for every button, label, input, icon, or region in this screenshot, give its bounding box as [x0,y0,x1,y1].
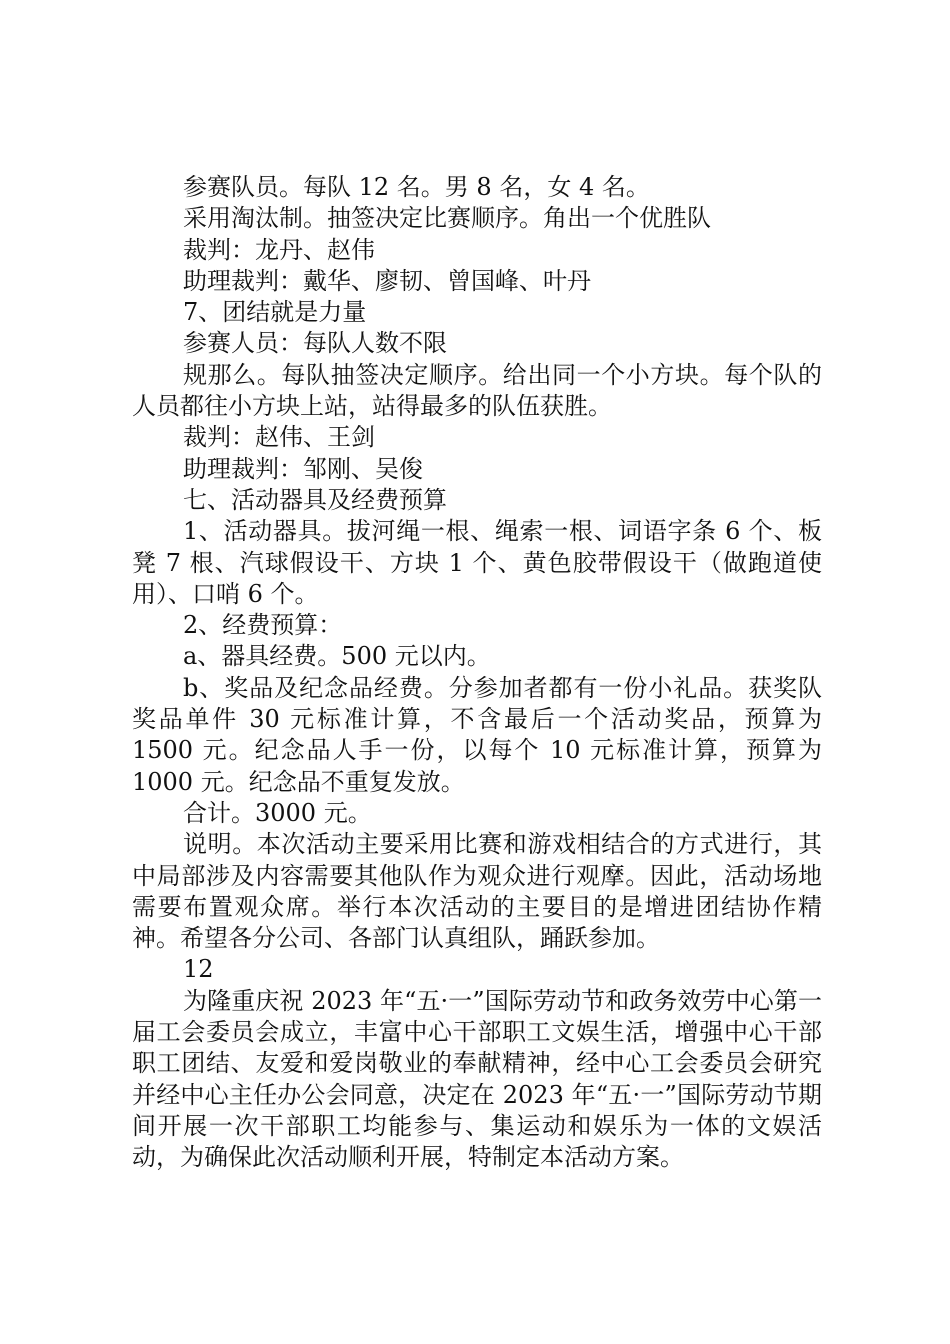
paragraph: 说明。本次活动主要采用比赛和游戏相结合的方式进行，其中局部涉及内容需要其他队作为观众进行观摩。因此，活动场地需要布置观众席。举行本次活动的主要目的是增进团结协作精神。希望各分公司、各部门认真组队，踊跃参加。 [132,830,822,953]
paragraph: a、器具经费。500 元以内。 [183,642,491,671]
paragraph: 采用淘汰制。抽签决定比赛顺序。角出一个优胜队 [183,204,711,233]
paragraph: 助理裁判：戴华、廖韧、曾国峰、叶丹 [183,266,591,295]
paragraph: 裁判：龙丹、赵伟 [183,235,375,264]
paragraph: 规那么。每队抽签决定顺序。给出同一个小方块。每个队的人员都往小方块上站，站得最多的队伍获胜。 [132,360,822,421]
paragraph: 参赛人员：每队人数不限 [183,329,447,358]
paragraph: 合计。3000 元。 [183,798,372,827]
paragraph: b、奖品及纪念品经费。分参加者都有一份小礼品。获奖队奖品单件 30 元标准计算，不含最后一个活动奖品，预算为 1500 元。纪念品人手一份，以每个 10 元标准计算，预算为 1000 元。纪念品不重复发放。 [132,673,822,796]
paragraph: 参赛队员。每队 12 名。男 8 名，女 4 名。 [183,173,650,201]
paragraph: 2、经费预算： [183,611,343,640]
paragraph: 1、活动器具。拔河绳一根、绳索一根、词语字条 6 个、板凳 7 根、汽球假设干、方块 1 个、黄色胶带假设干（做跑道使用）、口哨 6 个。 [132,517,822,608]
page-number: 12 [183,955,214,984]
paragraph: 裁判：赵伟、王剑 [183,423,375,452]
section-heading: 七、活动器具及经费预算 [183,485,447,514]
section-heading: 7、团结就是力量 [183,298,367,327]
document-body [132,172,822,1174]
paragraph: 助理裁判：邹刚、吴俊 [183,454,423,483]
paragraph: 为隆重庆祝 2023 年“五·一”国际劳动节和政务效劳中心第一届工会委员会成立，丰富中心干部职工文娱生活，增强中心干部职工团结、友爱和爱岗敬业的奉献精神，经中心工会委员会研究并经中心主任办公会同意，决定在 2023 年“五·一”国际劳动节期间开展一次干部职工均能参与、集运动和娱乐为一体的文娱活动，为确保此次活动顺利开展，特制定本活动方案。 [132,986,822,1172]
